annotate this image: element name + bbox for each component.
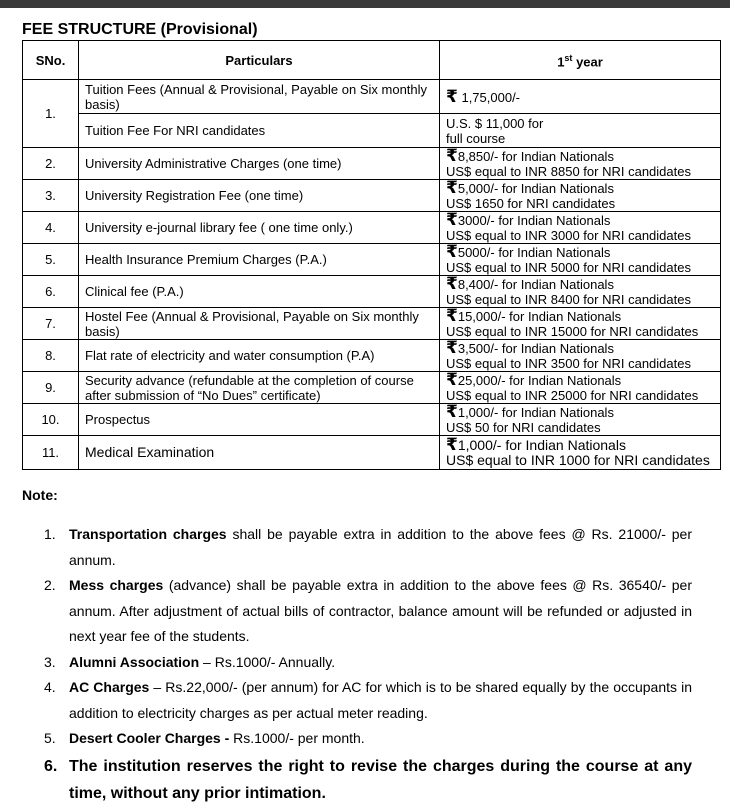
row-sno: 3. bbox=[23, 180, 79, 212]
list-item bbox=[44, 573, 692, 650]
table-row bbox=[23, 308, 721, 340]
note-bold: Desert Cooler Charges - bbox=[69, 730, 230, 746]
row-amount: ₹ 1,75,000/- bbox=[440, 80, 721, 114]
list-item bbox=[44, 675, 692, 726]
note-text: shall be payable extra in addition to the above fees @ Rs. 21000/- per annum. bbox=[69, 526, 692, 568]
row-sno: 4. bbox=[23, 212, 79, 244]
table-row bbox=[23, 340, 721, 372]
row-amount: ₹5000/- for Indian Nationals US$ equal to INR 5000 for NRI candidates bbox=[440, 244, 721, 276]
row-sno: 11. bbox=[23, 436, 79, 470]
rupee-icon: ₹ bbox=[446, 86, 458, 106]
rupee-icon: ₹ bbox=[446, 242, 458, 261]
row-sno: 7. bbox=[23, 308, 79, 340]
row-sno: 5. bbox=[23, 244, 79, 276]
note-bold: Transportation charges bbox=[69, 526, 227, 542]
row-sno: 9. bbox=[23, 372, 79, 404]
row-amount: ₹8,400/- for Indian Nationals US$ equal to INR 8400 for NRI candidates bbox=[440, 276, 721, 308]
note-text: Rs.1000/- per month. bbox=[229, 730, 365, 746]
note-text: (advance) shall be payable extra in addition to the above fees @ Rs. 36540/- per annum. After adjustment of actual bills of contractor, balance amount will be refunded or adjusted in next year fee of the students. bbox=[69, 577, 692, 644]
row-particulars: Clinical fee (P.A.) bbox=[79, 276, 440, 308]
row-amount: ₹5,000/- for Indian Nationals US$ 1650 for NRI candidates bbox=[440, 180, 721, 212]
note-bold: AC Charges bbox=[69, 679, 150, 695]
list-item bbox=[44, 753, 692, 807]
row-amount: ₹15,000/- for Indian Nationals US$ equal to INR 15000 for NRI candidates bbox=[440, 308, 721, 340]
row-amount: ₹1,000/- for Indian Nationals US$ 50 for NRI candidates bbox=[440, 404, 721, 436]
row-particulars: Tuition Fees (Annual & Provisional, Payable on Six monthly basis) bbox=[79, 80, 440, 114]
table-row bbox=[23, 114, 721, 148]
note-number: 2. bbox=[44, 577, 56, 593]
rupee-icon: ₹ bbox=[446, 210, 458, 229]
note-text: – Rs.22,000/- (per annum) for AC for which is to be shared equally by the occupants in addition to electricity charges as per actual meter reading. bbox=[69, 679, 692, 721]
table-row bbox=[23, 276, 721, 308]
row-sno: 6. bbox=[23, 276, 79, 308]
note-bold: Alumni Association bbox=[69, 653, 200, 670]
row-particulars: University Registration Fee (one time) bbox=[79, 180, 440, 212]
row-particulars: University Administrative Charges (one time) bbox=[79, 148, 440, 180]
row-particulars: Prospectus bbox=[79, 404, 440, 436]
note-heading: Note: bbox=[22, 487, 58, 503]
list-item bbox=[44, 522, 692, 573]
rupee-icon: ₹ bbox=[446, 338, 458, 357]
row-sno: 2. bbox=[23, 148, 79, 180]
row-particulars: Medical Examination bbox=[79, 436, 440, 470]
notes-list bbox=[44, 522, 692, 807]
row-particulars: Health Insurance Premium Charges (P.A.) bbox=[79, 244, 440, 276]
note-number: 5. bbox=[44, 730, 56, 746]
rupee-icon: ₹ bbox=[446, 306, 458, 325]
row-amount: ₹8,850/- for Indian Nationals US$ equal to INR 8850 for NRI candidates bbox=[440, 148, 721, 180]
note-number: 3. bbox=[44, 653, 56, 670]
row-sno: 8. bbox=[23, 340, 79, 372]
header-sno: SNo. bbox=[23, 41, 79, 80]
table-row bbox=[23, 80, 721, 114]
rupee-icon: ₹ bbox=[446, 402, 458, 421]
fee-table bbox=[22, 40, 721, 470]
row-amount: ₹3,500/- for Indian Nationals US$ equal to INR 3500 for NRI candidates bbox=[440, 340, 721, 372]
table-row bbox=[23, 436, 721, 470]
header-year: 1st year bbox=[440, 41, 721, 80]
table-row bbox=[23, 372, 721, 404]
top-bar bbox=[0, 0, 730, 8]
rupee-icon: ₹ bbox=[446, 146, 458, 165]
row-particulars: Hostel Fee (Annual & Provisional, Payable on Six monthly basis) bbox=[79, 308, 440, 340]
row-sno: 10. bbox=[23, 404, 79, 436]
list-item bbox=[44, 726, 692, 752]
note-number: 1. bbox=[44, 526, 56, 542]
note-bold: Mess charges bbox=[69, 577, 164, 593]
row-amount: ₹25,000/- for Indian Nationals US$ equal to INR 25000 for NRI candidates bbox=[440, 372, 721, 404]
note-text: – Rs.1000/- Annually. bbox=[199, 653, 336, 670]
row-amount: ₹3000/- for Indian Nationals US$ equal to INR 3000 for NRI candidates bbox=[440, 212, 721, 244]
note-bold: The institution reserves the right to revise the charges during the course at any time, without any prior intimation. bbox=[69, 757, 692, 802]
rupee-icon: ₹ bbox=[446, 370, 458, 389]
row-particulars: University e-journal library fee ( one time only.) bbox=[79, 212, 440, 244]
rupee-icon: ₹ bbox=[446, 274, 458, 293]
row-amount: U.S. $ 11,000 for full course bbox=[440, 114, 721, 148]
rupee-icon: ₹ bbox=[446, 178, 458, 197]
row-particulars: Flat rate of electricity and water consumption (P.A) bbox=[79, 340, 440, 372]
note-number: 4. bbox=[44, 679, 56, 695]
table-row bbox=[23, 180, 721, 212]
list-item bbox=[44, 650, 692, 676]
row-particulars: Tuition Fee For NRI candidates bbox=[79, 114, 440, 148]
page-title: FEE STRUCTURE (Provisional) bbox=[22, 21, 258, 38]
note-number: 6. bbox=[44, 757, 58, 775]
header-particulars: Particulars bbox=[79, 41, 440, 80]
row-sno: 1. bbox=[23, 80, 79, 148]
table-header-row bbox=[23, 41, 721, 80]
rupee-icon: ₹ bbox=[446, 435, 458, 454]
table-row bbox=[23, 148, 721, 180]
row-amount: ₹1,000/- for Indian Nationals US$ equal to INR 1000 for NRI candidates bbox=[440, 436, 721, 470]
table-row bbox=[23, 404, 721, 436]
table-row bbox=[23, 244, 721, 276]
table-row bbox=[23, 212, 721, 244]
row-particulars: Security advance (refundable at the completion of course after submission of “No Dues” certificate) bbox=[79, 372, 440, 404]
